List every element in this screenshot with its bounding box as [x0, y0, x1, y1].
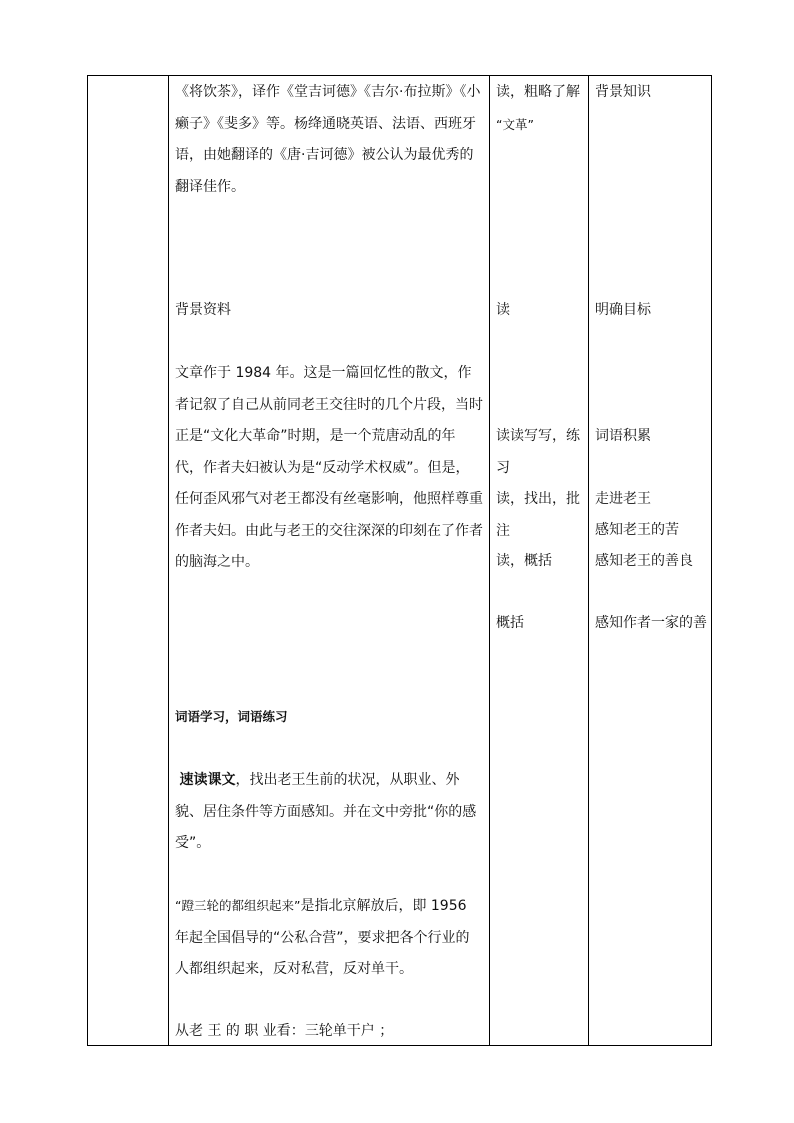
occupation-value: 三轮单干户 ； [304, 1023, 394, 1039]
table-row [88, 76, 712, 1046]
author-intro-text: 《将饮茶》，译作《堂吉诃德》《吉尔·布拉斯》《小癞子》《斐多》等。杨绛通晓英语、法语、西班牙语，由她翻译的《唐·吉诃德》被公认为最优秀的翻译佳作。 [175, 84, 481, 195]
background-text: 文章作于 1984 年。这是一篇回忆性的散文，作者记叙了自己从前同老王交往时的几个片段，当时正是“文化大革命”时期，是一个荒唐动乱的年代，作者夫妇被认为是“反动学术权威”。但是，任何歪风邪气对老王都没有丝毫影响，他照样尊重作者夫妇。由此与老王的交往深深的印刻在了作者的脑海之中。 [175, 365, 483, 570]
background-heading: 背景资料 [175, 302, 231, 318]
activity-summarize-read: 读，概括 [496, 553, 552, 569]
activity-write: 读读写写，练习 [496, 428, 580, 476]
goal-kindness: 感知老王的善良 [595, 553, 693, 569]
goal-background: 背景知识 [595, 84, 651, 100]
activity-read: 读 [496, 302, 510, 318]
goal-suffering: 感知老王的苦 [595, 522, 679, 538]
activity-find: 读，找出，批注 [496, 491, 580, 539]
goal-column [589, 76, 712, 1046]
vocab-heading: 词语学习，词语练习 [175, 709, 288, 724]
goal-vocab: 词语积累 [595, 428, 651, 444]
note-text: “蹬三轮的都组织起来”是指北京解放后，即 1956 年起全国倡导的“公私合营”，要求把各个行业的人都组织起来，反对私营，反对单干。 [175, 898, 470, 977]
goal-clarify: 明确目标 [595, 302, 651, 318]
content-column [169, 76, 490, 1046]
speed-read-text: 速读课文，找出老王生前的状况，从职业、外貌、居住条件等方面感知。并在文中旁批“你的感受”。 [175, 772, 477, 851]
activity-summarize: 概括 [496, 615, 524, 631]
blank-column [88, 76, 169, 1046]
lesson-plan-table [87, 75, 712, 1046]
activity-read-intro: 读，粗略了解 “文革” [496, 84, 580, 132]
goal-family: 感知作者一家的善 [595, 615, 707, 631]
note-quote: “蹬三轮的都组织起来” [175, 898, 301, 913]
occupation-label: 从老 王 的 职 业看： [175, 1023, 305, 1039]
speed-read-label: 速读课文 [179, 772, 236, 788]
activity-column [490, 76, 589, 1046]
occupation-line [175, 1016, 483, 1048]
goal-enter: 走进老王 [595, 491, 651, 507]
